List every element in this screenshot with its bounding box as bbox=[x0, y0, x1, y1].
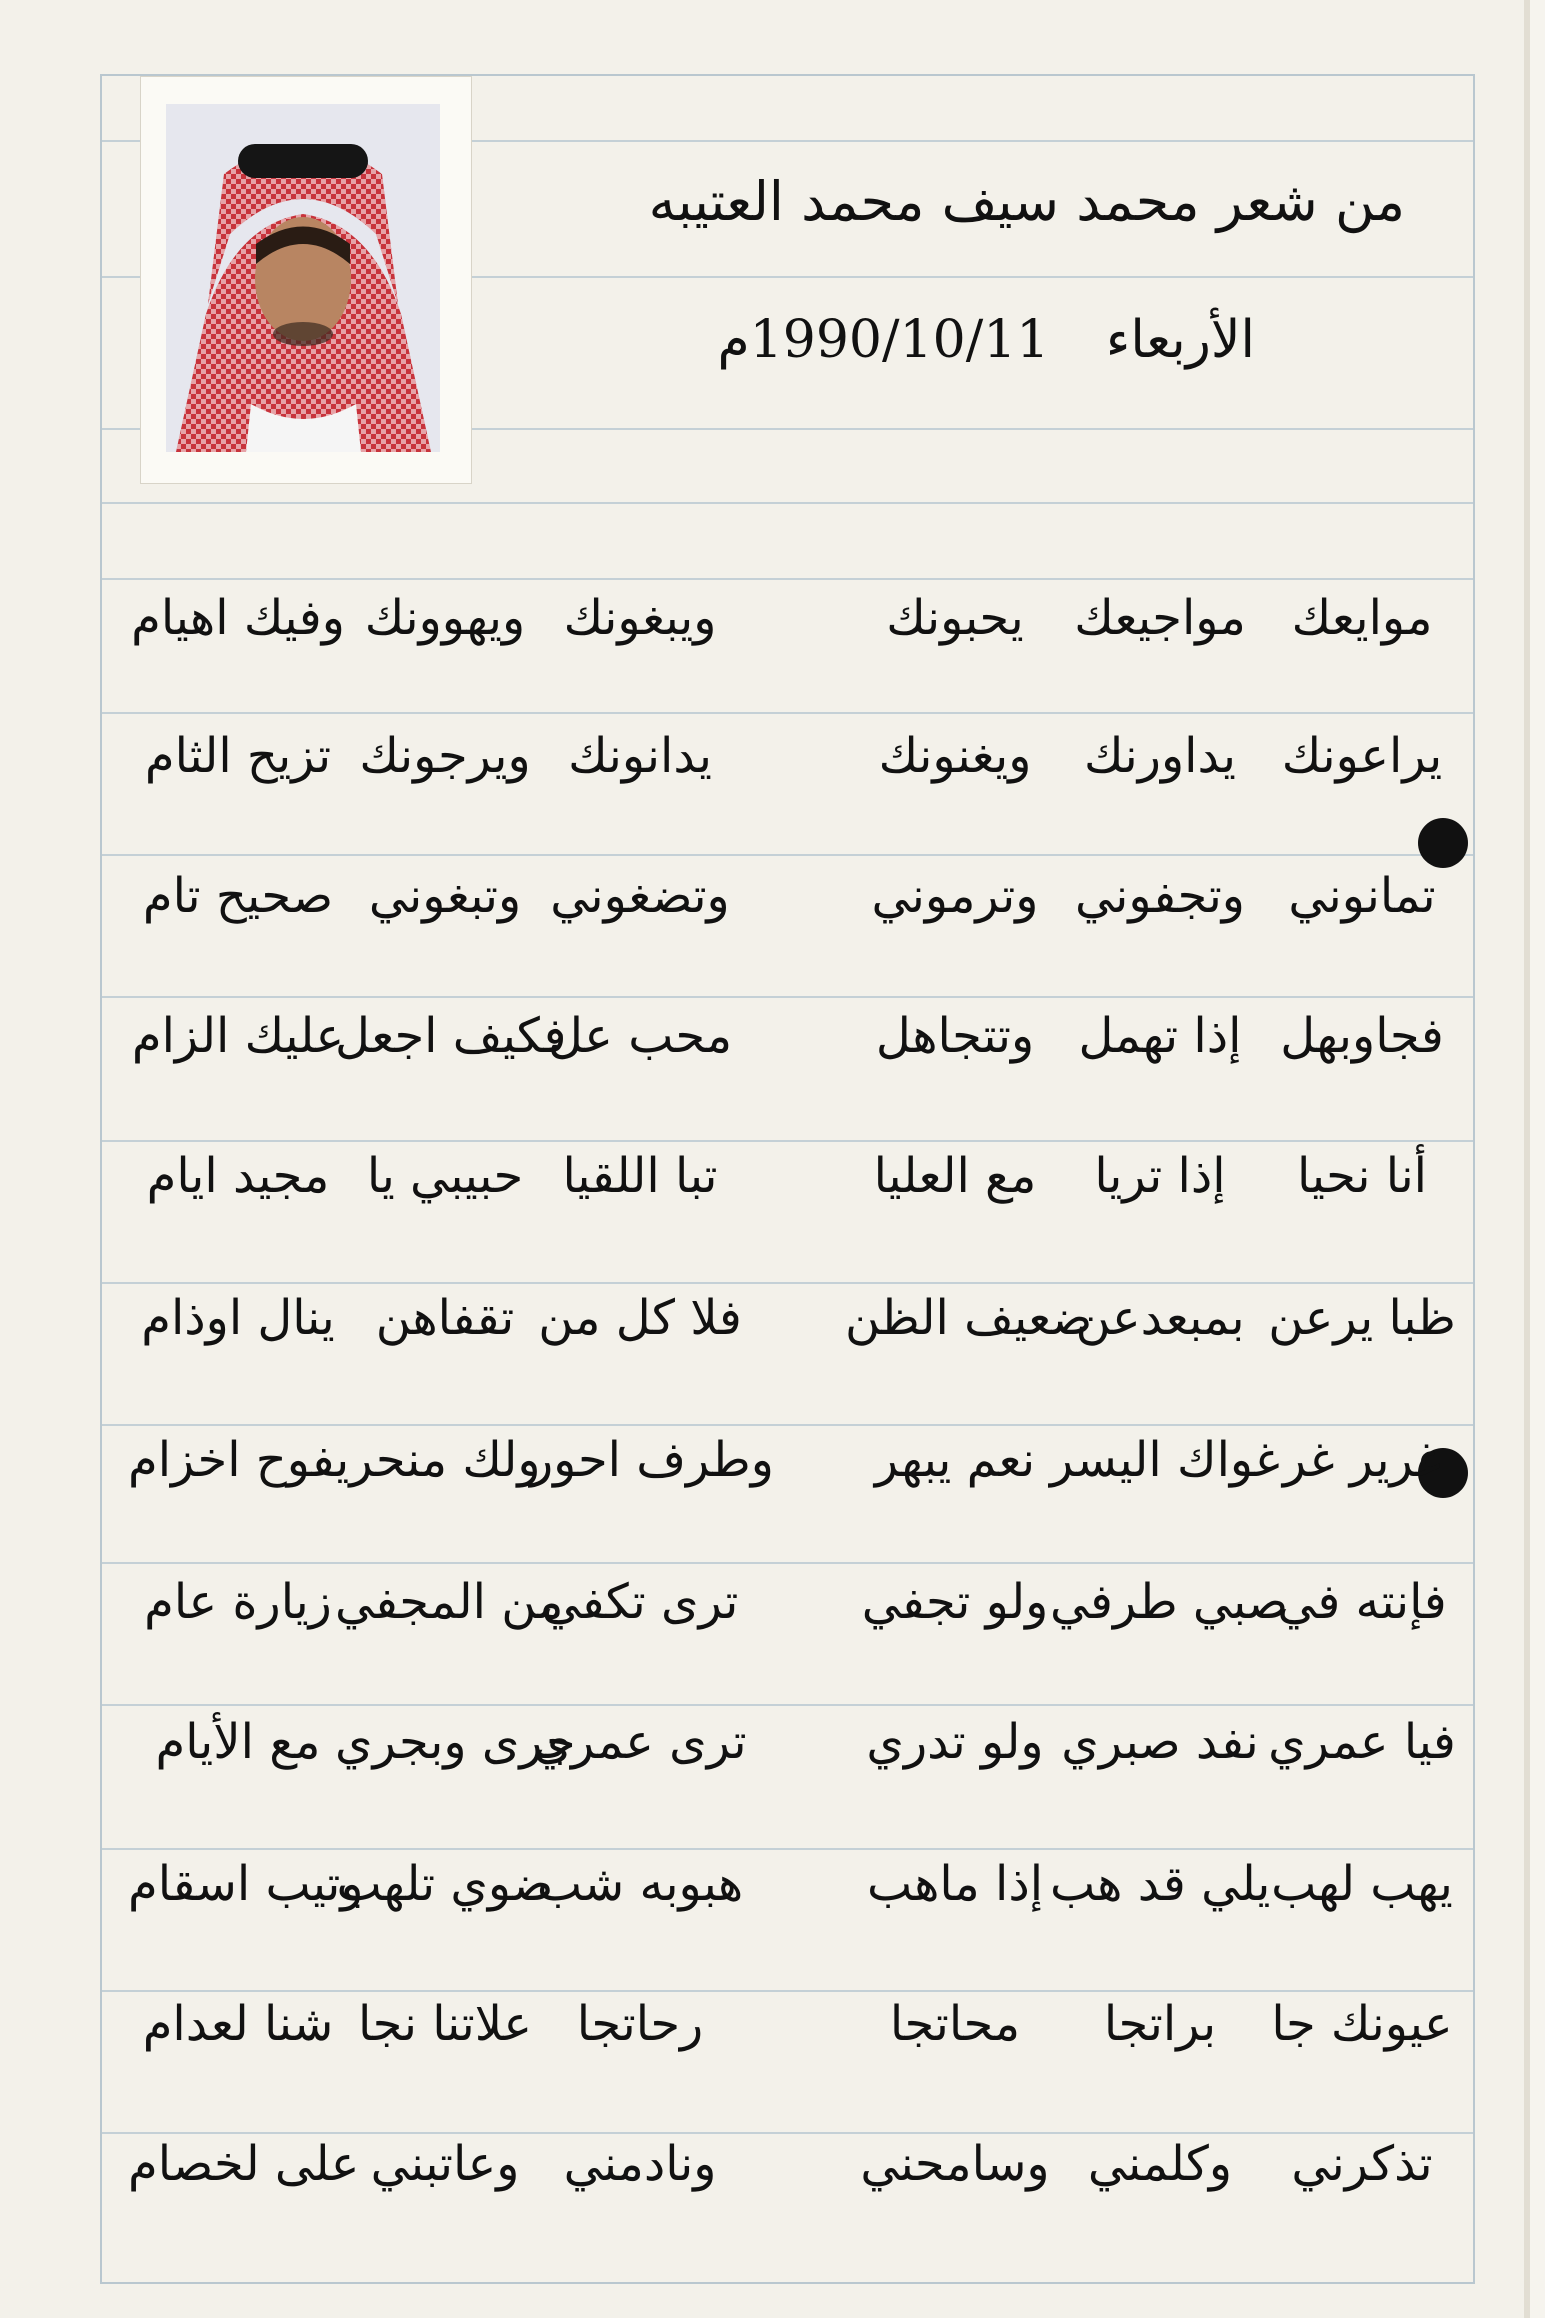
rule-line bbox=[102, 1282, 1473, 1284]
poem-word: ضعيف الظن bbox=[845, 1290, 1093, 1346]
date-value: 1990/10/11م bbox=[717, 310, 1050, 370]
poem-word: أنا نحيا bbox=[1296, 1148, 1428, 1204]
poem-word: ولو تدري bbox=[866, 1714, 1044, 1770]
poem-word: مع العليا bbox=[873, 1148, 1037, 1204]
poem-word: ترى عمري bbox=[533, 1714, 747, 1770]
poem-word: وتتجاهل bbox=[875, 1008, 1035, 1064]
poem-word: ولو تجفي bbox=[861, 1574, 1049, 1630]
poem-word: تقفاهن bbox=[375, 1290, 515, 1346]
rule-line bbox=[102, 1990, 1473, 1992]
poem-word: صبي طرفي bbox=[1050, 1574, 1289, 1630]
poem-word: وعاتبني bbox=[370, 2136, 520, 2192]
punch-hole-top bbox=[1418, 818, 1468, 868]
poem-word: محب عل bbox=[547, 1008, 733, 1064]
poem-word: من المجفي bbox=[335, 1574, 564, 1630]
poem-word: مجيد ايام bbox=[146, 1148, 330, 1204]
document-title: من شعر محمد سيف محمد العتيبه bbox=[648, 170, 1405, 233]
poem-word: على لخصام bbox=[128, 2136, 360, 2192]
poem-word: علاتنا نجا bbox=[358, 1996, 532, 2052]
poem-word: وتبغوني bbox=[368, 868, 522, 924]
poem-word: براتجا bbox=[1103, 1996, 1217, 2052]
rule-line bbox=[102, 1704, 1473, 1706]
poem-word: تبا اللقيا bbox=[562, 1148, 718, 1204]
poem-word: عيونك جا bbox=[1271, 1996, 1453, 2052]
poem-word: فجاوبهل bbox=[1280, 1008, 1444, 1064]
poem-word: وفيك اهيام bbox=[131, 590, 345, 646]
poem-word: يفوح اخزام bbox=[128, 1432, 350, 1488]
poem-word: نعم يبهر bbox=[874, 1432, 1036, 1488]
poem-word: فإنته في bbox=[1277, 1574, 1447, 1630]
poem-word: عليك الزام bbox=[131, 1008, 345, 1064]
poem-word: رحاتجا bbox=[576, 1996, 704, 2052]
rule-line bbox=[102, 1140, 1473, 1142]
poem-word: وسامحني bbox=[860, 2136, 1050, 2192]
poem-word: نفد صبري bbox=[1061, 1714, 1259, 1770]
poem-word: غرير غر bbox=[1282, 1432, 1442, 1488]
poem-word: يلي قد هب bbox=[1050, 1856, 1271, 1912]
poem-word: وطرف احور bbox=[530, 1432, 774, 1488]
date-line bbox=[717, 310, 1255, 370]
poem-word: ترى تكفي bbox=[541, 1574, 739, 1630]
poem-word: وترموني bbox=[871, 868, 1039, 924]
poem-word: وتيب اسقام bbox=[128, 1856, 364, 1912]
poem-word: حبيبي يا bbox=[366, 1148, 524, 1204]
poem-word: شنا لعدام bbox=[142, 1996, 334, 2052]
poem-word: ويهوونك bbox=[364, 590, 526, 646]
rule-line bbox=[102, 1562, 1473, 1564]
rule-line bbox=[102, 854, 1473, 856]
poem-word: زيارة عام bbox=[144, 1574, 332, 1630]
rule-line bbox=[102, 712, 1473, 714]
poem-word: وتضغوني bbox=[550, 868, 730, 924]
poem-word: محاتجا bbox=[889, 1996, 1021, 2052]
poem-word: ويغنونك bbox=[878, 728, 1032, 784]
poem-word: مواجيعك bbox=[1074, 590, 1246, 646]
poem-word: إذا ماهب bbox=[866, 1856, 1044, 1912]
poem-word: هبوبه شب bbox=[536, 1856, 744, 1912]
poem-word: مع الأيام bbox=[155, 1714, 321, 1770]
poem-word: موايعك bbox=[1291, 590, 1433, 646]
poem-word: جرى وبجري bbox=[335, 1714, 576, 1770]
rule-line bbox=[102, 2132, 1473, 2134]
poem-word: ضوي تلهب bbox=[336, 1856, 554, 1912]
portrait-photo bbox=[166, 104, 440, 452]
poem-word: ويبغونك bbox=[563, 590, 717, 646]
poem-word: ونادمني bbox=[563, 2136, 717, 2192]
poem-word: إذا تهمل bbox=[1078, 1008, 1242, 1064]
poem-word: صحيح تام bbox=[142, 868, 334, 924]
rule-line bbox=[102, 996, 1473, 998]
poem-word: تذكرني bbox=[1291, 2136, 1433, 2192]
poem-word: يهب لهب bbox=[1271, 1856, 1453, 1912]
poem-word: ظبا يرعن bbox=[1268, 1290, 1456, 1346]
poem-word: فكيف اجعل bbox=[335, 1008, 567, 1064]
poem-word: يحبونك bbox=[886, 590, 1024, 646]
poem-word: تمانوني bbox=[1288, 868, 1436, 924]
poem-word: ويرجونك bbox=[359, 728, 531, 784]
poem-word: غواك اليسر bbox=[1050, 1432, 1280, 1488]
poem-word: ينال اوذام bbox=[141, 1290, 335, 1346]
poem-word: ولك منحر bbox=[349, 1432, 541, 1488]
poem-word: وتجفوني bbox=[1075, 868, 1245, 924]
rule-line bbox=[102, 1848, 1473, 1850]
date-weekday: الأربعاء bbox=[1105, 310, 1255, 370]
poem-word: يدانونك bbox=[568, 728, 712, 784]
rule-line bbox=[102, 502, 1473, 504]
poem-word: يراعونك bbox=[1281, 728, 1443, 784]
poem-word: يداورنك bbox=[1083, 728, 1237, 784]
poem-word: فلا كل من bbox=[538, 1290, 742, 1346]
poem-word: وكلمني bbox=[1087, 2136, 1233, 2192]
rule-line bbox=[102, 578, 1473, 580]
poem-word: تزيح الثام bbox=[144, 728, 332, 784]
poem-word: إذا تريا bbox=[1094, 1148, 1226, 1204]
poem-word: فيا عمري bbox=[1268, 1714, 1456, 1770]
rule-line bbox=[102, 1424, 1473, 1426]
poem-word: بمبعدعن bbox=[1075, 1290, 1245, 1346]
